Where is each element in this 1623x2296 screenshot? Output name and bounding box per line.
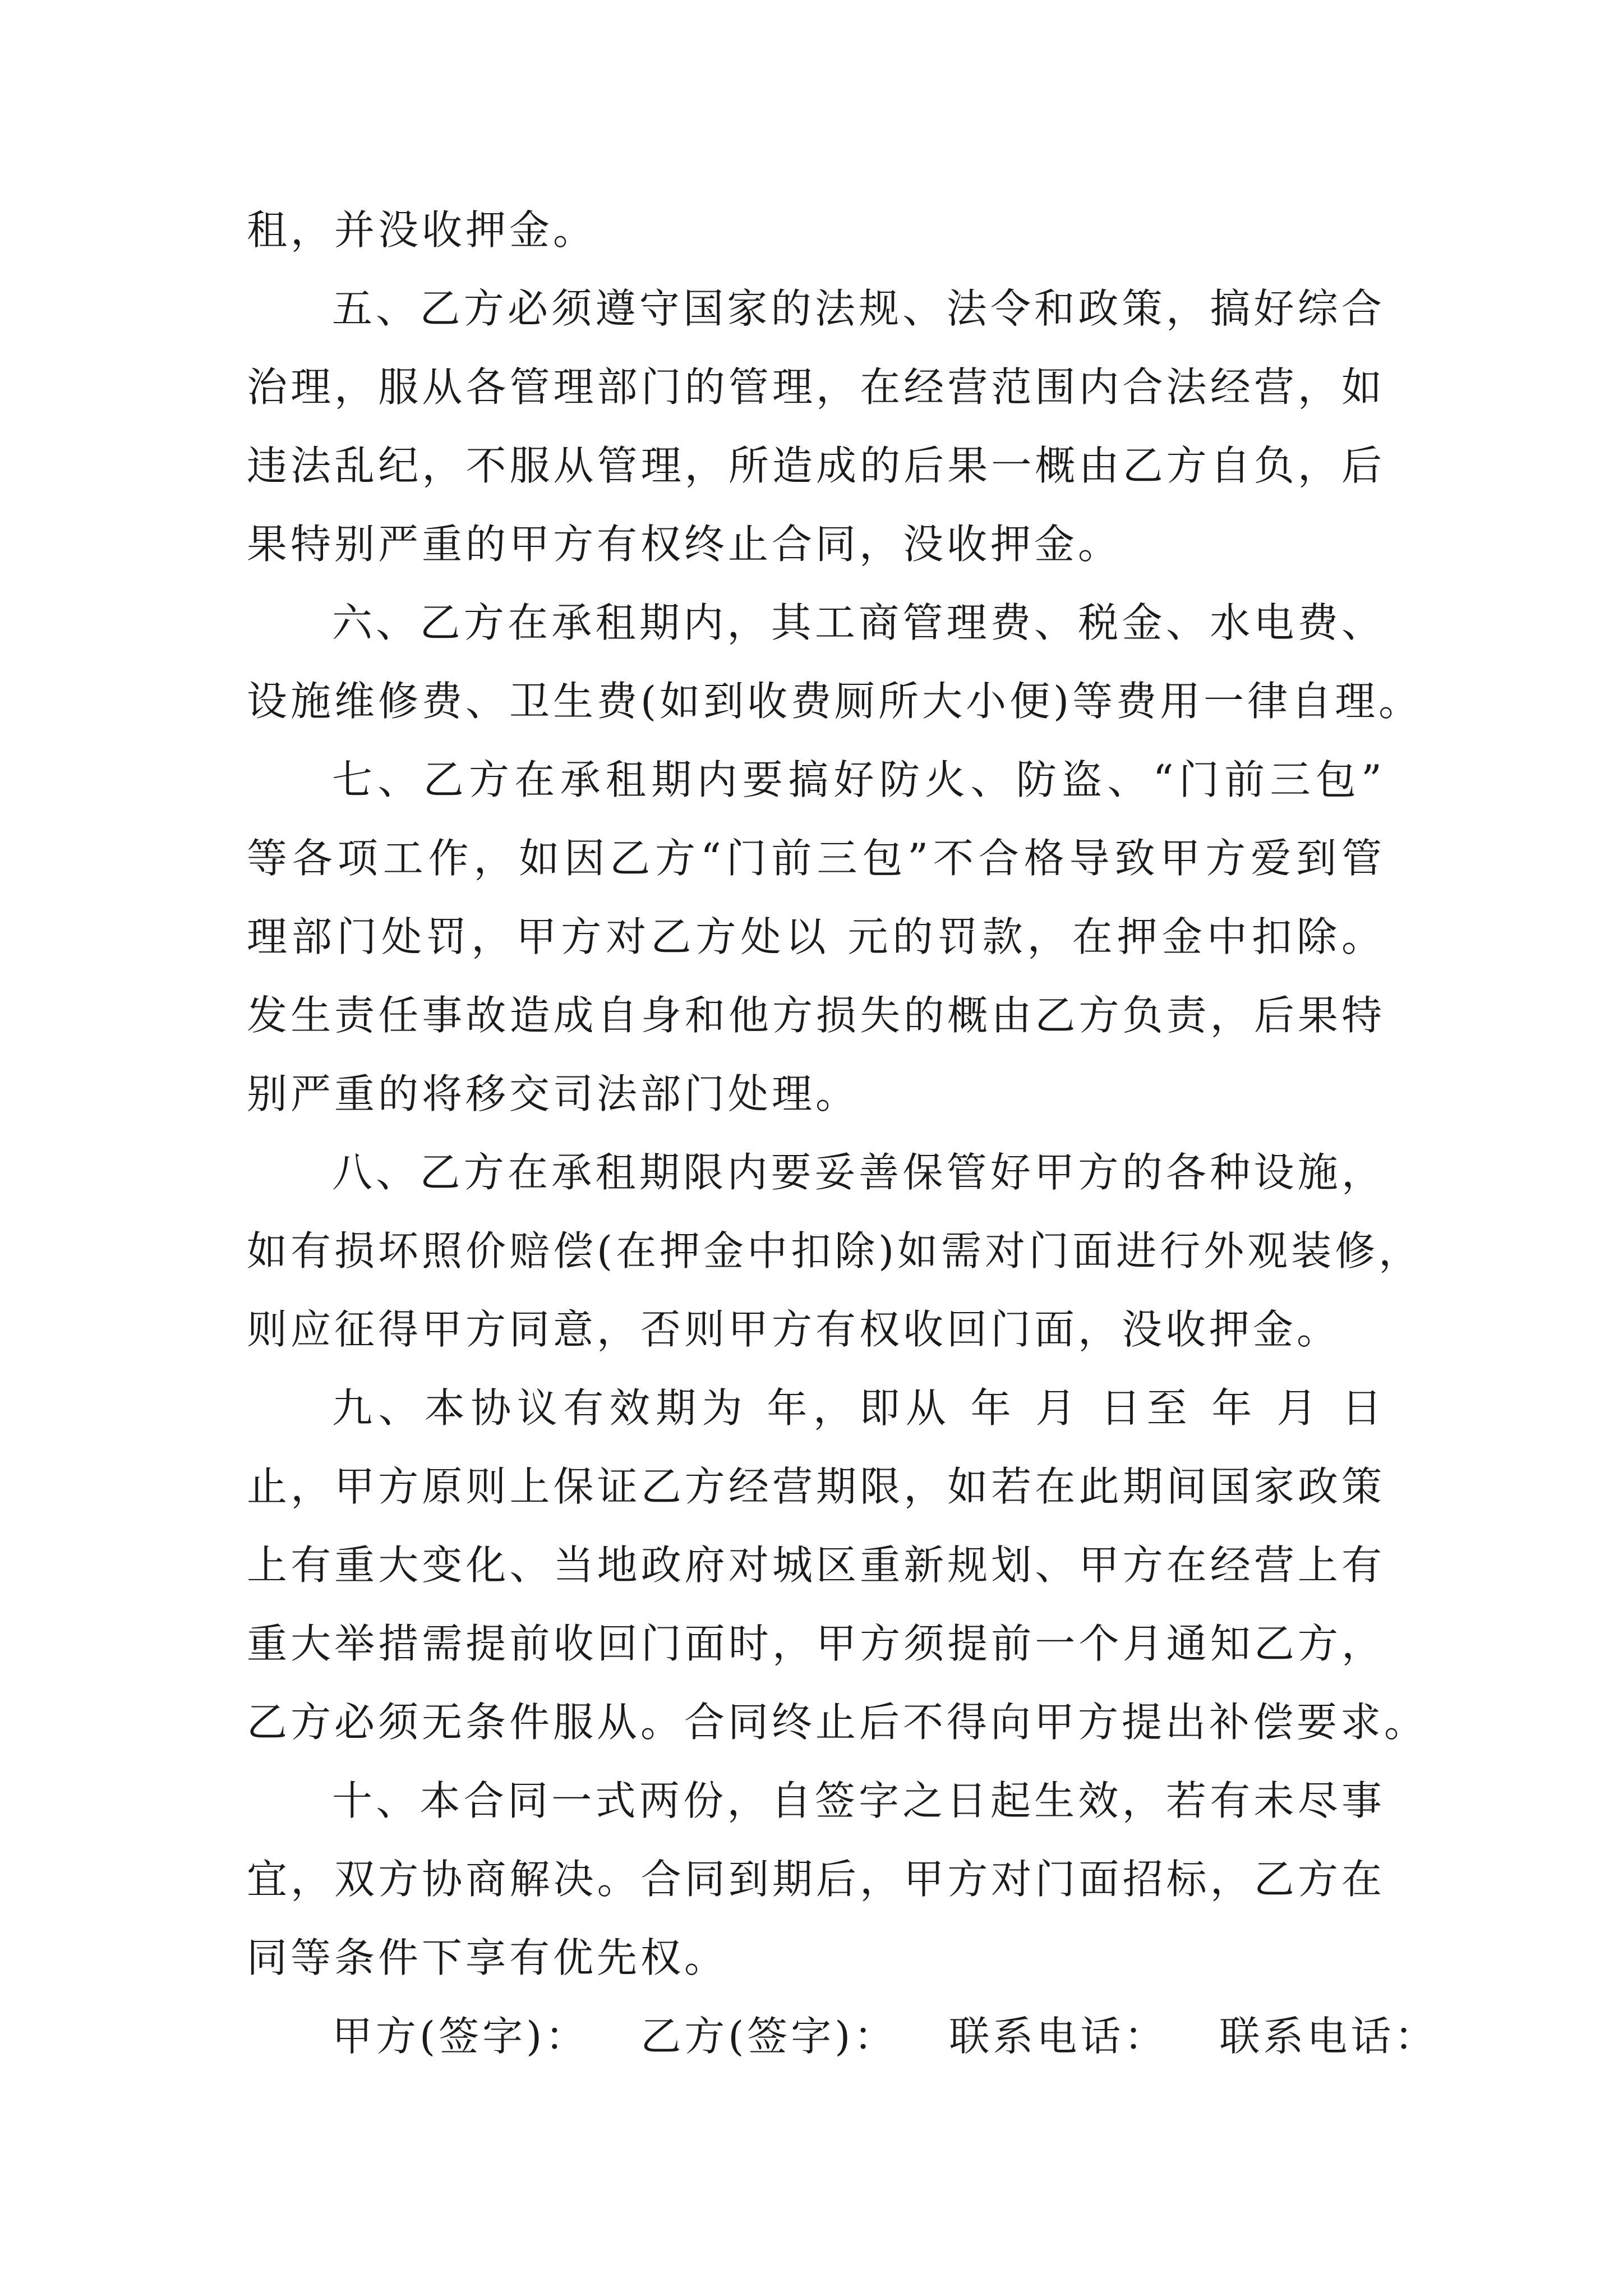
party-b-signature-label: 乙方(签字)：: [640, 2013, 898, 2060]
text-line: 八、乙方在承租期限内要妥善保管好甲方的各种设施，: [332, 1149, 1385, 1196]
text-line: 九、本协议有效期为 年，即从 年 月 日至 年 月 日: [332, 1384, 1385, 1432]
text-line: 上有重大变化、当地政府对城区重新规划、甲方在经营上有: [247, 1542, 1385, 1589]
clause-6: [247, 583, 1423, 740]
signature-block: [247, 1997, 1438, 2076]
text-line: 七、乙方在承租期内要搞好防火、防盗、“门前三包”: [332, 756, 1385, 803]
contract-page: [247, 191, 1438, 2076]
text-line: 乙方必须无条件服从。合同终止后不得向甲方提出补偿要求。: [247, 1699, 1428, 1746]
text-line: 果特别严重的甲方有权终止合同，没收押金。: [247, 521, 1122, 568]
clause-9: [247, 1369, 1428, 1761]
party-a-signature-label: 甲方(签字)：: [332, 2013, 589, 2060]
text-line: 止，甲方原则上保证乙方经营期限，如若在此期间国家政策: [247, 1463, 1385, 1510]
text-line: 设施维修费、卫生费(如到收费厕所大小便)等费用一律自理。: [247, 678, 1423, 725]
text-line: 则应征得甲方同意，否则甲方有权收回门面，没收押金。: [247, 1306, 1341, 1353]
text-line: 同等条件下享有优先权。: [247, 1934, 728, 1981]
party-a-phone-label: 联系电话：: [949, 2013, 1168, 2060]
text-line: 六、乙方在承租期内，其工商管理费、税金、水电费、: [332, 599, 1385, 646]
text-line: 宜，双方协商解决。合同到期后，甲方对门面招标，乙方在: [247, 1856, 1385, 1903]
text-line: 五、乙方必须遵守国家的法规、法令和政策，搞好综合: [332, 285, 1385, 332]
text-line: 十、本合同一式两份，自签字之日起生效，若有未尽事: [332, 1777, 1385, 1824]
paragraph-continuation: [247, 191, 1385, 269]
text-line: 理部门处罚，甲方对乙方处以 元的罚款，在押金中扣除。: [247, 913, 1385, 960]
text-line: 如有损坏照价赔偿(在押金中扣除)如需对门面进行外观装修，: [247, 1227, 1423, 1274]
text-line: 发生责任事故造成自身和他方损失的概由乙方负责，后果特: [247, 992, 1385, 1039]
party-b-phone-label: 联系电话：: [1219, 2013, 1438, 2060]
text-line: 等各项工作，如因乙方“门前三包”不合格导致甲方爱到管: [247, 835, 1385, 882]
text-line: 租，并没收押金。: [247, 206, 597, 254]
text-line: 违法乱纪，不服从管理，所造成的后果一概由乙方自负，后: [247, 442, 1385, 489]
clause-7: [247, 740, 1385, 1133]
text-line: 重大举措需提前收回门面时，甲方须提前一个月通知乙方，: [247, 1620, 1385, 1667]
text-line: 别严重的将移交司法部门处理。: [247, 1070, 860, 1117]
clause-10: [247, 1761, 1385, 1997]
clause-8: [247, 1133, 1423, 1369]
clause-5: [247, 269, 1385, 583]
text-line: 治理，服从各管理部门的管理，在经营范围内合法经营，如: [247, 364, 1385, 411]
